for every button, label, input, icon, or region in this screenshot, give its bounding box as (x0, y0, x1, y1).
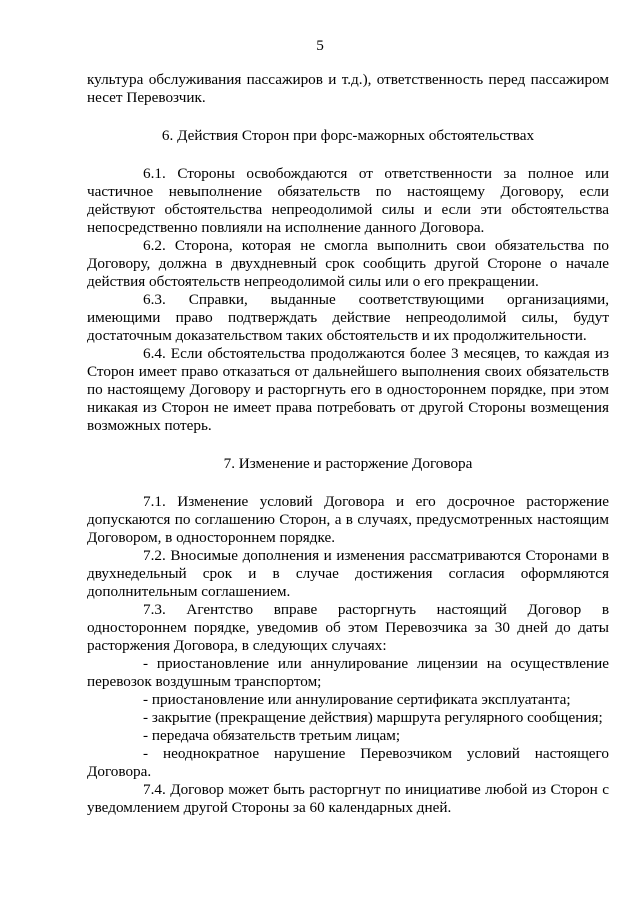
clause-7-1: 7.1. Изменение условий Договора и его досрочное расторжение допускаются по соглашению Сторон, а в случаях, предусмотренных настоящим Договором, в одностороннем порядке. (87, 493, 609, 546)
section-7-heading: 7. Изменение и расторжение Договора (223, 455, 473, 472)
clause-7-2: 7.2. Вносимые дополнения и изменения рассматриваются Сторонами в двухнедельный срок и в случае достижения согласия оформляются дополнительным соглашением. (87, 547, 609, 600)
clause-7-3: 7.3. Агентство вправе расторгнуть настоящий Договор в одностороннем порядке, уведомив об этом Перевозчика за 30 дней до даты расторжения Договора, в следующих случаях: (87, 601, 609, 654)
section-6-heading: 6. Действия Сторон при форс-мажорных обстоятельствах (161, 127, 535, 144)
clause-6-1: 6.1. Стороны освобождаются от ответственности за полное или частичное невыполнение обязательств по настоящему Договору, если действуют обстоятельства непреодолимой силы и если эти обстоятельства непосредственно повлияли на исполнение данного Договора. (87, 165, 609, 236)
paragraph-continuation: культура обслуживания пассажиров и т.д.), ответственность перед пассажиром несет Перевозчик. (87, 71, 609, 106)
list-item-violation: - неоднократное нарушение Перевозчиком условий настоящего Договора. (87, 745, 609, 780)
clause-7-4: 7.4. Договор может быть расторгнут по инициативе любой из Сторон с уведомлением другой Стороны за 60 календарных дней. (87, 781, 609, 816)
list-item-certificate: - приостановление или аннулирование сертификата эксплуатанта; (143, 691, 571, 708)
clause-6-4: 6.4. Если обстоятельства продолжаются более 3 месяцев, то каждая из Сторон имеет право отказаться от дальнейшего выполнения своих обязательств по настоящему Договору и расторгнуть его в одностороннем порядке, при этом никакая из Сторон не имеет права потребовать от другой Стороны возмещения возможных потерь. (87, 345, 609, 434)
list-item-license: - приостановление или аннулирование лицензии на осуществление перевозок воздушным транспортом; (87, 655, 609, 690)
clause-6-2: 6.2. Сторона, которая не смогла выполнить свои обязательства по Договору, должна в двухдневный срок сообщить другой Стороне о начале действия обстоятельств непреодолимой силы или о его прекращении. (87, 237, 609, 290)
document-body (87, 71, 609, 817)
list-item-transfer: - передача обязательств третьим лицам; (143, 727, 401, 744)
clause-6-3: 6.3. Справки, выданные соответствующими организациями, имеющими право подтверждать действие непреодолимой силы, будут достаточным доказательством таких обстоятельств и их продолжительности. (87, 291, 609, 344)
list-item-route-closure: - закрытие (прекращение действия) маршрута регулярного сообщения; (143, 709, 603, 726)
page-number: 5 (316, 37, 324, 54)
